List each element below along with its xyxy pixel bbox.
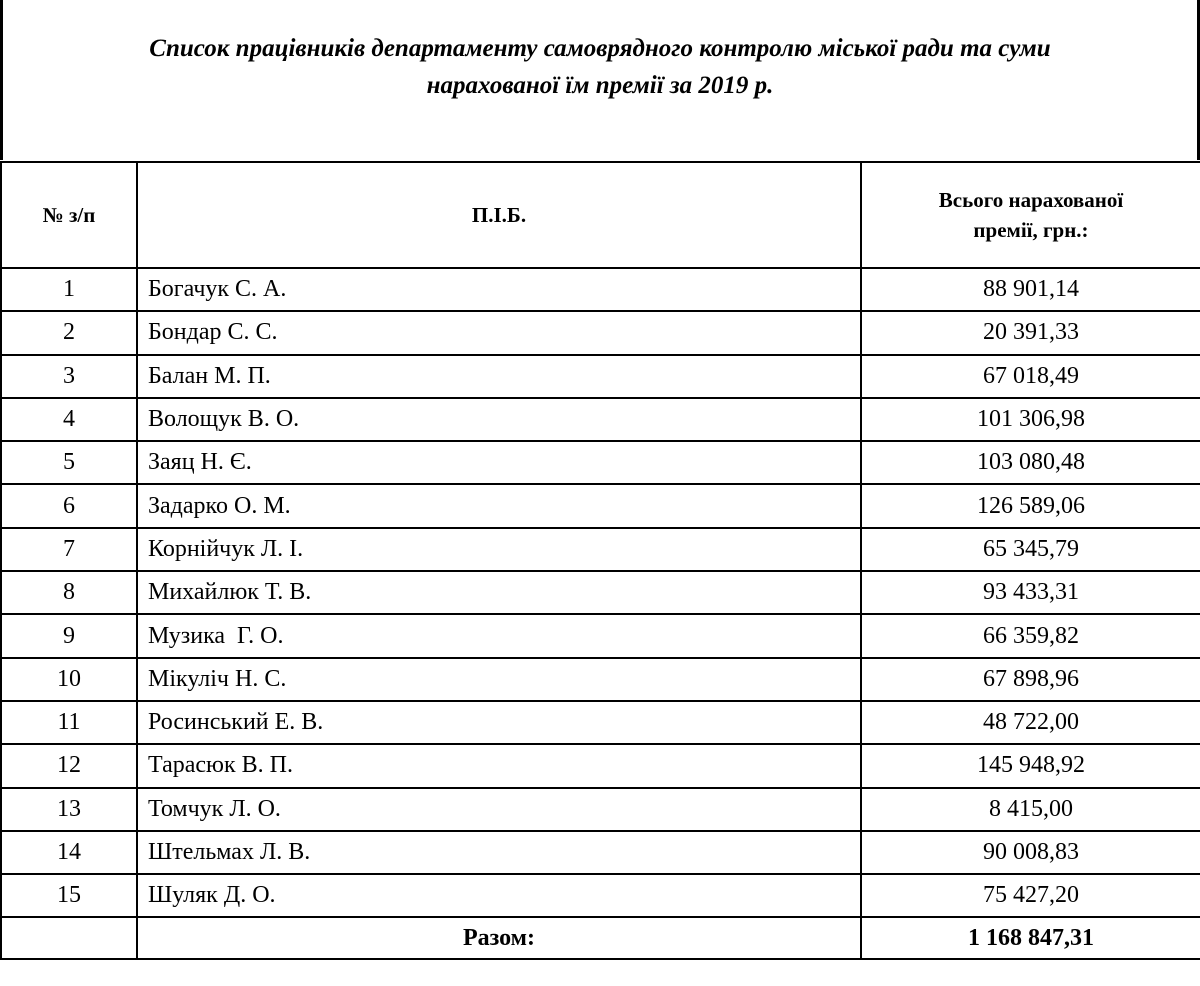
row-number: 12 — [1, 744, 137, 787]
employee-name: Музика Г. О. — [137, 614, 861, 657]
header-amount-text: Всього нарахованої премії, грн.: — [938, 188, 1124, 242]
row-number: 5 — [1, 441, 137, 484]
bonus-amount: 65 345,79 — [861, 528, 1200, 571]
bonus-amount: 93 433,31 — [861, 571, 1200, 614]
row-number: 14 — [1, 831, 137, 874]
table-row — [1, 658, 1200, 701]
bonus-amount: 67 018,49 — [861, 355, 1200, 398]
bonus-amount: 67 898,96 — [861, 658, 1200, 701]
bonus-table — [0, 161, 1200, 960]
employee-name: Шуляк Д. О. — [137, 874, 861, 917]
row-number: 9 — [1, 614, 137, 657]
total-amount: 1 168 847,31 — [861, 917, 1200, 959]
table-row — [1, 528, 1200, 571]
row-number: 3 — [1, 355, 137, 398]
row-number: 10 — [1, 658, 137, 701]
table-row — [1, 484, 1200, 527]
table-row — [1, 571, 1200, 614]
employee-name: Мікуліч Н. С. — [137, 658, 861, 701]
row-number: 2 — [1, 311, 137, 354]
bonus-amount: 145 948,92 — [861, 744, 1200, 787]
bonus-amount: 101 306,98 — [861, 398, 1200, 441]
table-row — [1, 831, 1200, 874]
employee-name: Михайлюк Т. В. — [137, 571, 861, 614]
employee-name: Заяц Н. Є. — [137, 441, 861, 484]
table-row — [1, 441, 1200, 484]
row-number: 6 — [1, 484, 137, 527]
total-label: Разом: — [137, 917, 861, 959]
bonus-amount: 103 080,48 — [861, 441, 1200, 484]
employee-name: Волощук В. О. — [137, 398, 861, 441]
row-number: 11 — [1, 701, 137, 744]
employee-name: Томчук Л. О. — [137, 788, 861, 831]
table-row — [1, 398, 1200, 441]
bonus-amount: 126 589,06 — [861, 484, 1200, 527]
table-body — [1, 268, 1200, 917]
row-number: 4 — [1, 398, 137, 441]
table-row — [1, 311, 1200, 354]
row-number: 1 — [1, 268, 137, 311]
bonus-amount: 75 427,20 — [861, 874, 1200, 917]
bonus-amount: 66 359,82 — [861, 614, 1200, 657]
bonus-amount: 48 722,00 — [861, 701, 1200, 744]
total-row — [1, 917, 1200, 959]
title-line-1: Список працівників департаменту самоврядного контролю міської ради та суми — [149, 35, 1051, 62]
table-row — [1, 874, 1200, 917]
header-name: П.І.Б. — [137, 162, 861, 268]
row-number: 13 — [1, 788, 137, 831]
table-row — [1, 701, 1200, 744]
employee-name: Балан М. П. — [137, 355, 861, 398]
employee-name: Тарасюк В. П. — [137, 744, 861, 787]
table-row — [1, 744, 1200, 787]
table-header-row — [1, 162, 1200, 268]
document-title — [0, 30, 1200, 104]
employee-name: Богачук С. А. — [137, 268, 861, 311]
row-number: 7 — [1, 528, 137, 571]
title-line-2: нарахованої їм премії за 2019 р. — [426, 72, 774, 99]
employee-name: Задарко О. М. — [137, 484, 861, 527]
row-number: 15 — [1, 874, 137, 917]
header-amount — [861, 162, 1200, 268]
row-number: 8 — [1, 571, 137, 614]
header-number: № з/п — [1, 162, 137, 268]
table-row — [1, 788, 1200, 831]
bonus-amount: 88 901,14 — [861, 268, 1200, 311]
employee-name: Штельмах Л. В. — [137, 831, 861, 874]
table-row — [1, 355, 1200, 398]
bonus-amount: 90 008,83 — [861, 831, 1200, 874]
table-row — [1, 614, 1200, 657]
bonus-amount: 8 415,00 — [861, 788, 1200, 831]
employee-name: Бондар С. С. — [137, 311, 861, 354]
bonus-amount: 20 391,33 — [861, 311, 1200, 354]
employee-name: Росинський Е. В. — [137, 701, 861, 744]
employee-name: Корнійчук Л. І. — [137, 528, 861, 571]
table-row — [1, 268, 1200, 311]
total-empty-cell — [1, 917, 137, 959]
